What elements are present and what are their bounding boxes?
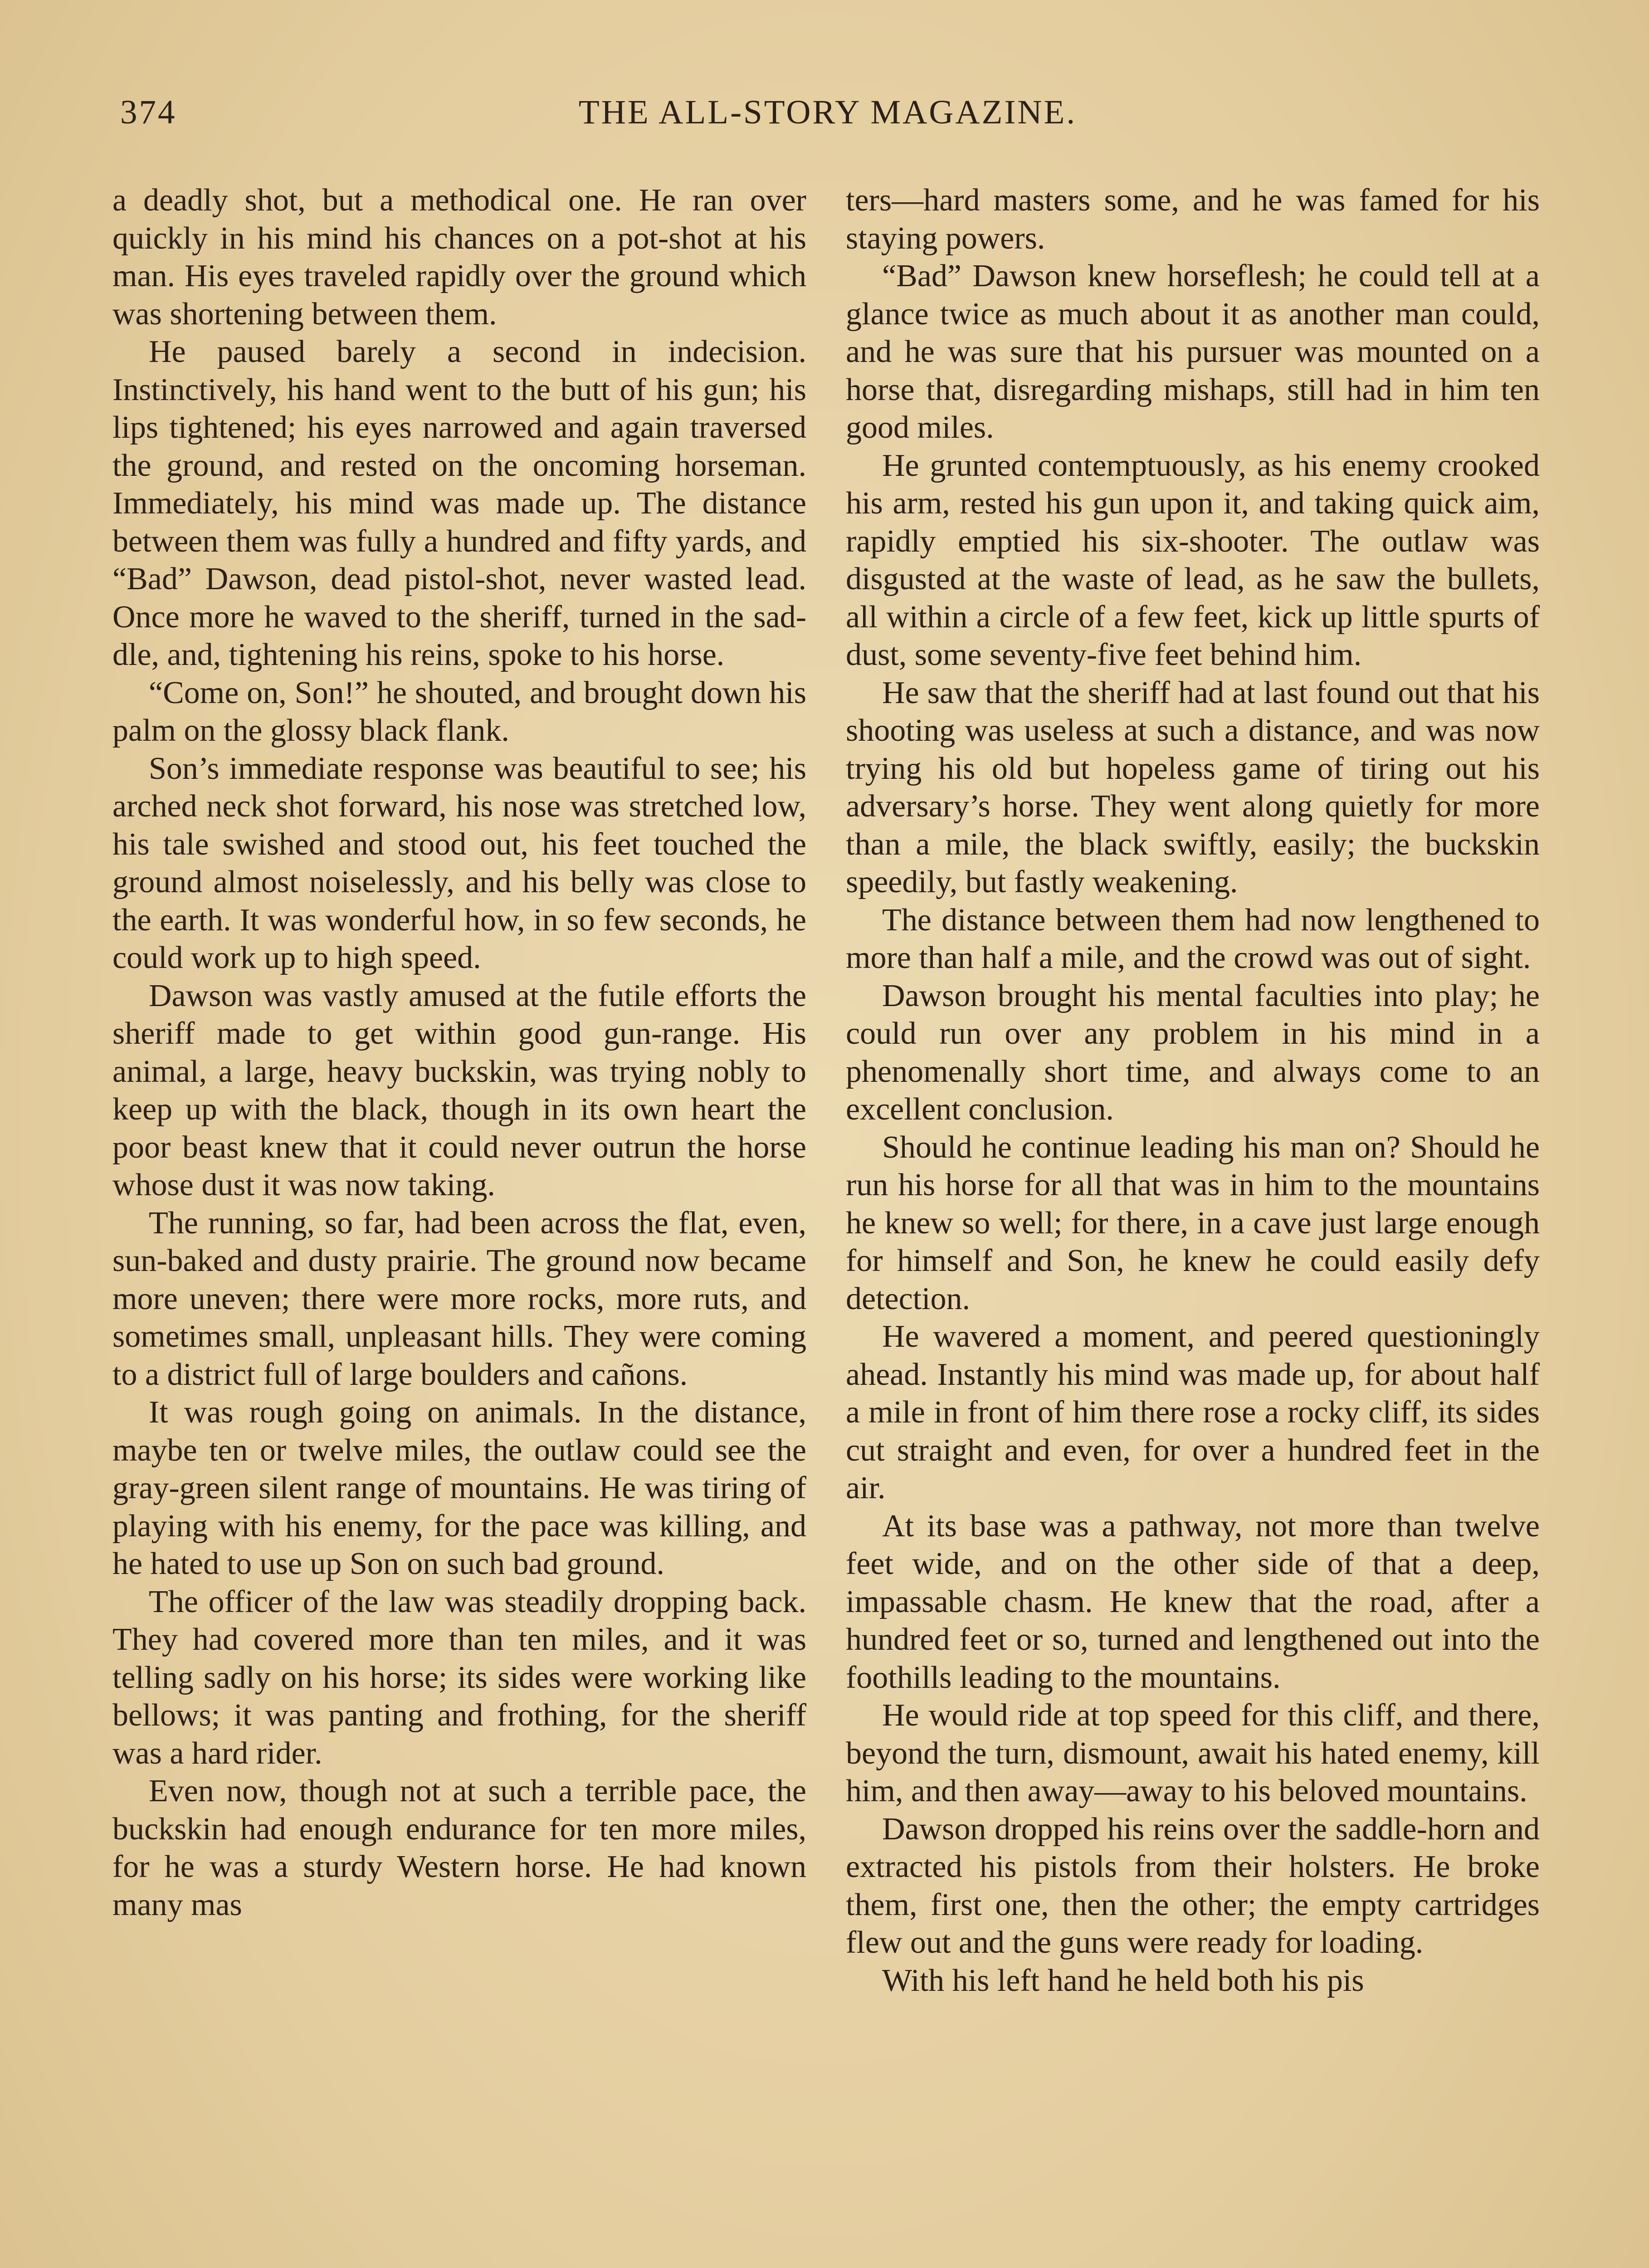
paragraph: “Bad” Dawson knew horseflesh; he could tell at a glance twice as much about it as another man could, and he was sure that his pursuer was mounted on a horse that, disregarding mishaps, still had in him ten good miles.: [846, 259, 1540, 445]
paragraph: The running, so far, had been across the flat, even, sun-baked and dusty prairie. The ground now became more uneven; there were more rocks, more ruts, and sometimes small, unpleasant hills. They were coming to a district full of large boulders and cañons.: [112, 1205, 806, 1392]
paragraph: At its base was a pathway, not more than twelve feet wide, and on the other side of that a deep, impassable chasm. He knew that the road, after a hundred feet or so, turned and lengthened out into the foothills leading to the mountains.: [846, 1508, 1540, 1695]
paragraph: He saw that the sheriff had at last found out that his shooting was useless at such a distance, and was now trying his old but hopeless game of tiring out his adversary’s horse. They went along quietly for more than a mile, the black swiftly, easily; the buckskin speedily, but fastly weakening.: [846, 675, 1540, 899]
paragraph: a deadly shot, but a methodical one. He ran over quickly in his mind his chances on a pot-shot at his man. His eyes traveled rapidly over the ground which was shortening between them.: [112, 183, 806, 332]
paragraph: Should he continue leading his man on? Should he run his horse for all that was in him to the mountains he knew so well; for there, in a cave just large enough for himself and Son, he knew he could easily defy detection.: [846, 1129, 1540, 1316]
paragraph: The distance between them had now lengthened to more than half a mile, and the crowd was out of sight.: [846, 902, 1540, 975]
paragraph: Dawson dropped his reins over the saddle-horn and extracted his pistols from their holsters. He broke them, first one, then the other; the empty cartridges flew out and the guns were ready for loading.: [846, 1811, 1540, 1960]
paragraph: The officer of the law was steadily dropping back. They had covered more than ten miles, and it was telling sadly on his horse; its sides were working like bellows; it was panting and frothing, for the sheriff was a hard rider.: [112, 1584, 806, 1771]
page-number: 374: [120, 93, 177, 131]
paragraph: ters—hard masters some, and he was famed for his staying powers.: [846, 183, 1540, 256]
paragraph: With his left hand he held both his pis: [882, 1963, 1364, 1998]
page-header: [120, 93, 1535, 143]
left-column: [112, 181, 806, 1924]
running-title: THE ALL-STORY MAGAZINE.: [578, 93, 1077, 131]
paragraph: Dawson was vastly amused at the futile efforts the sheriff made to get within good gun-range. His animal, a large, heavy buckskin, was trying nobly to keep up with the black, though in its own heart the poor beast knew that it could never outrun the horse whose dust it was now taking.: [112, 978, 806, 1202]
paragraph: He grunted contemptuously, as his enemy crooked his arm, rested his gun upon it, and taking quick aim, rapidly emptied his six-shooter. The outlaw was disgusted at the waste of lead, as he saw the bullets, all within a circle of a few feet, kick up little spurts of dust, some seventy-five feet behind him.: [846, 448, 1540, 672]
right-column: [846, 181, 1540, 1999]
paragraph: He paused barely a second in indecision. Instinctively, his hand went to the butt of his gun; his lips tightened; his eyes narrowed and again traversed the ground, and rested on the oncoming horseman. Immediately, his mind was made up. The distance between them was fully a hundred and fifty yards, and “Bad” Dawson, dead pistol-shot, never wasted lead. Once more he waved to the sheriff, turned in the saddle, and, tightening his reins, spoke to his horse.: [112, 334, 806, 672]
paragraph: It was rough going on animals. In the distance, maybe ten or twelve miles, the outlaw could see the gray-green silent range of mountains. He was tiring of playing with his enemy, for the pace was killing, and he hated to use up Son on such bad ground.: [112, 1395, 806, 1581]
paragraph: Dawson brought his mental faculties into play; he could run over any problem in his mind in a phenomenally short time, and always come to an excellent conclusion.: [846, 978, 1540, 1127]
paragraph: He wavered a moment, and peered questioningly ahead. Instantly his mind was made up, for about half a mile in front of him there rose a rocky cliff, its sides cut straight and even, for over a hundred feet in the air.: [846, 1319, 1540, 1505]
paragraph: He would ride at top speed for this cliff, and there, beyond the turn, dismount, await his hated enemy, kill him, and then away—away to his beloved mountains.: [846, 1698, 1540, 1809]
paragraph: Even now, though not at such a terrible pace, the buckskin had enough endurance for ten more miles, for he was a sturdy Western horse. He had known many mas: [112, 1774, 806, 1922]
paragraph: Son’s immediate response was beautiful to see; his arched neck shot forward, his nose was stretched low, his tale swished and stood out, his feet touched the ground almost noiselessly, and his belly was close to the earth. It was wonderful how, in so few seconds, he could work up to high speed.: [112, 751, 806, 975]
paragraph: “Come on, Son!” he shouted, and brought down his palm on the glossy black flank.: [112, 675, 806, 748]
